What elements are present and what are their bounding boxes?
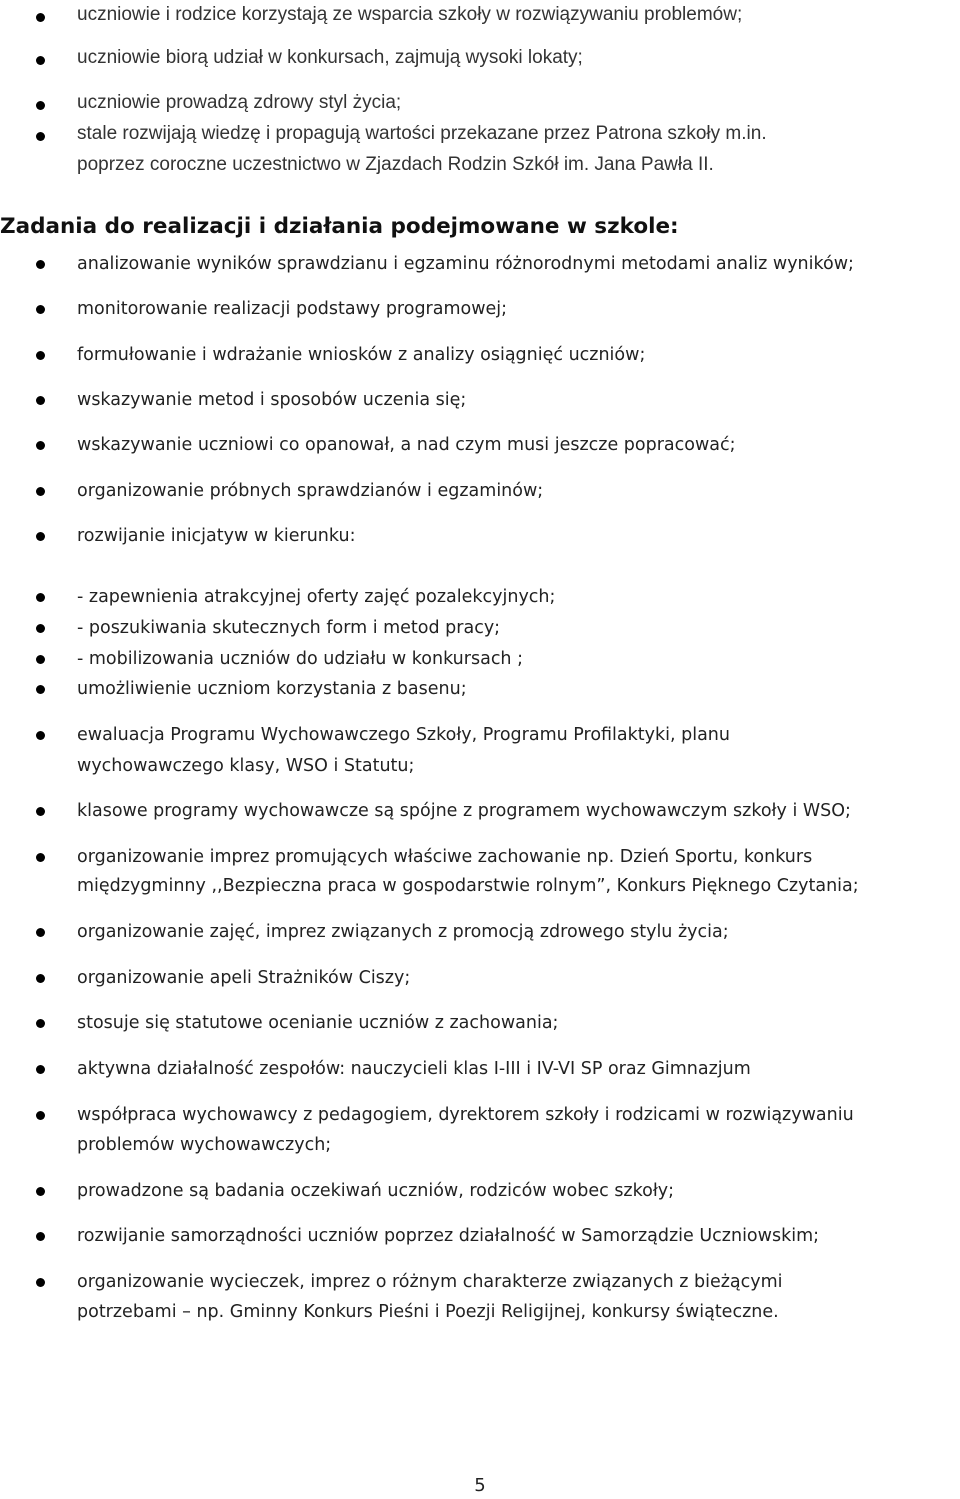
list-item-text-continued: problemów wychowawczych; xyxy=(77,1135,332,1155)
list-item-text: wskazywanie metod i sposobów uczenia się; xyxy=(77,390,467,410)
list-item-text: organizowanie wycieczek, imprez o różnym charakterze związanych z bieżącymi xyxy=(77,1272,783,1292)
bullet-icon xyxy=(36,56,45,65)
bullet-icon xyxy=(36,532,45,541)
list-item-text: organizowanie próbnych sprawdzianów i egzaminów; xyxy=(77,481,544,501)
bullet-icon xyxy=(36,1187,45,1196)
list-item-text: prowadzone są badania oczekiwań uczniów, rodziców wobec szkoły; xyxy=(77,1181,675,1201)
list-item-text: uczniowie i rodzice korzystają ze wsparcia szkoły w rozwiązywaniu problemów; xyxy=(77,4,743,25)
list-item-text: ewaluacja Programu Wychowawczego Szkoły, Programu Profilaktyki, planu xyxy=(77,725,730,745)
bullet-icon xyxy=(36,305,45,314)
bullet-icon xyxy=(36,731,45,740)
bullet-icon xyxy=(36,260,45,269)
list-item-text-continued: potrzebami – np. Gminny Konkurs Pieśni i Poezji Religijnej, konkursy świąteczne. xyxy=(77,1302,779,1322)
bullet-icon xyxy=(36,1019,45,1028)
list-item-text: organizowanie apeli Strażników Ciszy; xyxy=(77,968,411,988)
list-item-text: rozwijanie samorządności uczniów poprzez działalność w Samorządzie Uczniowskim; xyxy=(77,1226,820,1246)
list-item-text: uczniowie prowadzą zdrowy styl życia; xyxy=(77,92,402,113)
list-item-text-continued: wychowawczego klasy, WSO i Statutu; xyxy=(77,756,415,776)
bullet-icon xyxy=(36,1278,45,1287)
section-heading: Zadania do realizacji i działania podejmowane w szkole: xyxy=(0,214,679,239)
list-item-text: - zapewnienia atrakcyjnej oferty zajęć pozalekcyjnych; xyxy=(77,587,556,607)
bullet-icon xyxy=(36,132,45,141)
list-item-text: organizowanie imprez promujących właściwe zachowanie np. Dzień Sportu, konkurs xyxy=(77,847,813,867)
bullet-icon xyxy=(36,974,45,983)
list-item-text: wskazywanie uczniowi co opanował, a nad czym musi jeszcze popracować; xyxy=(77,435,736,455)
list-item-text: umożliwienie uczniom korzystania z basenu; xyxy=(77,679,467,699)
list-item-text-continued: poprzez coroczne uczestnictwo w Zjazdach Rodzin Szkół im. Jana Pawła II. xyxy=(77,154,714,175)
bullet-icon xyxy=(36,351,45,360)
list-item-text: formułowanie i wdrażanie wniosków z analizy osiągnięć uczniów; xyxy=(77,345,646,365)
bullet-icon xyxy=(36,624,45,633)
list-item-text: klasowe programy wychowawcze są spójne z programem wychowawczym szkoły i WSO; xyxy=(77,801,851,821)
list-item-text-continued: międzygminny ,,Bezpieczna praca w gospodarstwie rolnym”, Konkurs Pięknego Czytania; xyxy=(77,876,859,896)
bullet-icon xyxy=(36,101,45,110)
list-item-text: analizowanie wyników sprawdzianu i egzaminu różnorodnymi metodami analiz wyników; xyxy=(77,254,854,274)
bullet-icon xyxy=(36,487,45,496)
bullet-icon xyxy=(36,1065,45,1074)
list-item-text: rozwijanie inicjatyw w kierunku: xyxy=(77,526,356,546)
list-item-text: uczniowie biorą udział w konkursach, zajmują wysoki lokaty; xyxy=(77,47,583,68)
list-item-text: współpraca wychowawcy z pedagogiem, dyrektorem szkoły i rodzicami w rozwiązywaniu xyxy=(77,1105,854,1125)
list-item-text: monitorowanie realizacji podstawy programowej; xyxy=(77,299,508,319)
bullet-icon xyxy=(36,928,45,937)
bullet-icon xyxy=(36,13,45,22)
list-item-text: stosuje się statutowe ocenianie uczniów z zachowania; xyxy=(77,1013,559,1033)
bullet-icon xyxy=(36,807,45,816)
page-number: 5 xyxy=(474,1475,486,1496)
bullet-icon xyxy=(36,396,45,405)
bullet-icon xyxy=(36,593,45,602)
bullet-icon xyxy=(36,1111,45,1120)
list-item-text: - poszukiwania skutecznych form i metod pracy; xyxy=(77,618,501,638)
list-item-text: stale rozwijają wiedzę i propagują wartości przekazane przez Patrona szkoły m.in. xyxy=(77,123,767,144)
bullet-icon xyxy=(36,685,45,694)
list-item-text: organizowanie zajęć, imprez związanych z promocją zdrowego stylu życia; xyxy=(77,922,729,942)
list-item-text: - mobilizowania uczniów do udziału w konkursach ; xyxy=(77,649,523,669)
list-item-text: aktywna działalność zespołów: nauczycieli klas I-III i IV-VI SP oraz Gimnazjum xyxy=(77,1059,751,1079)
bullet-icon xyxy=(36,1232,45,1241)
bullet-icon xyxy=(36,441,45,450)
bullet-icon xyxy=(36,655,45,664)
bullet-icon xyxy=(36,853,45,862)
